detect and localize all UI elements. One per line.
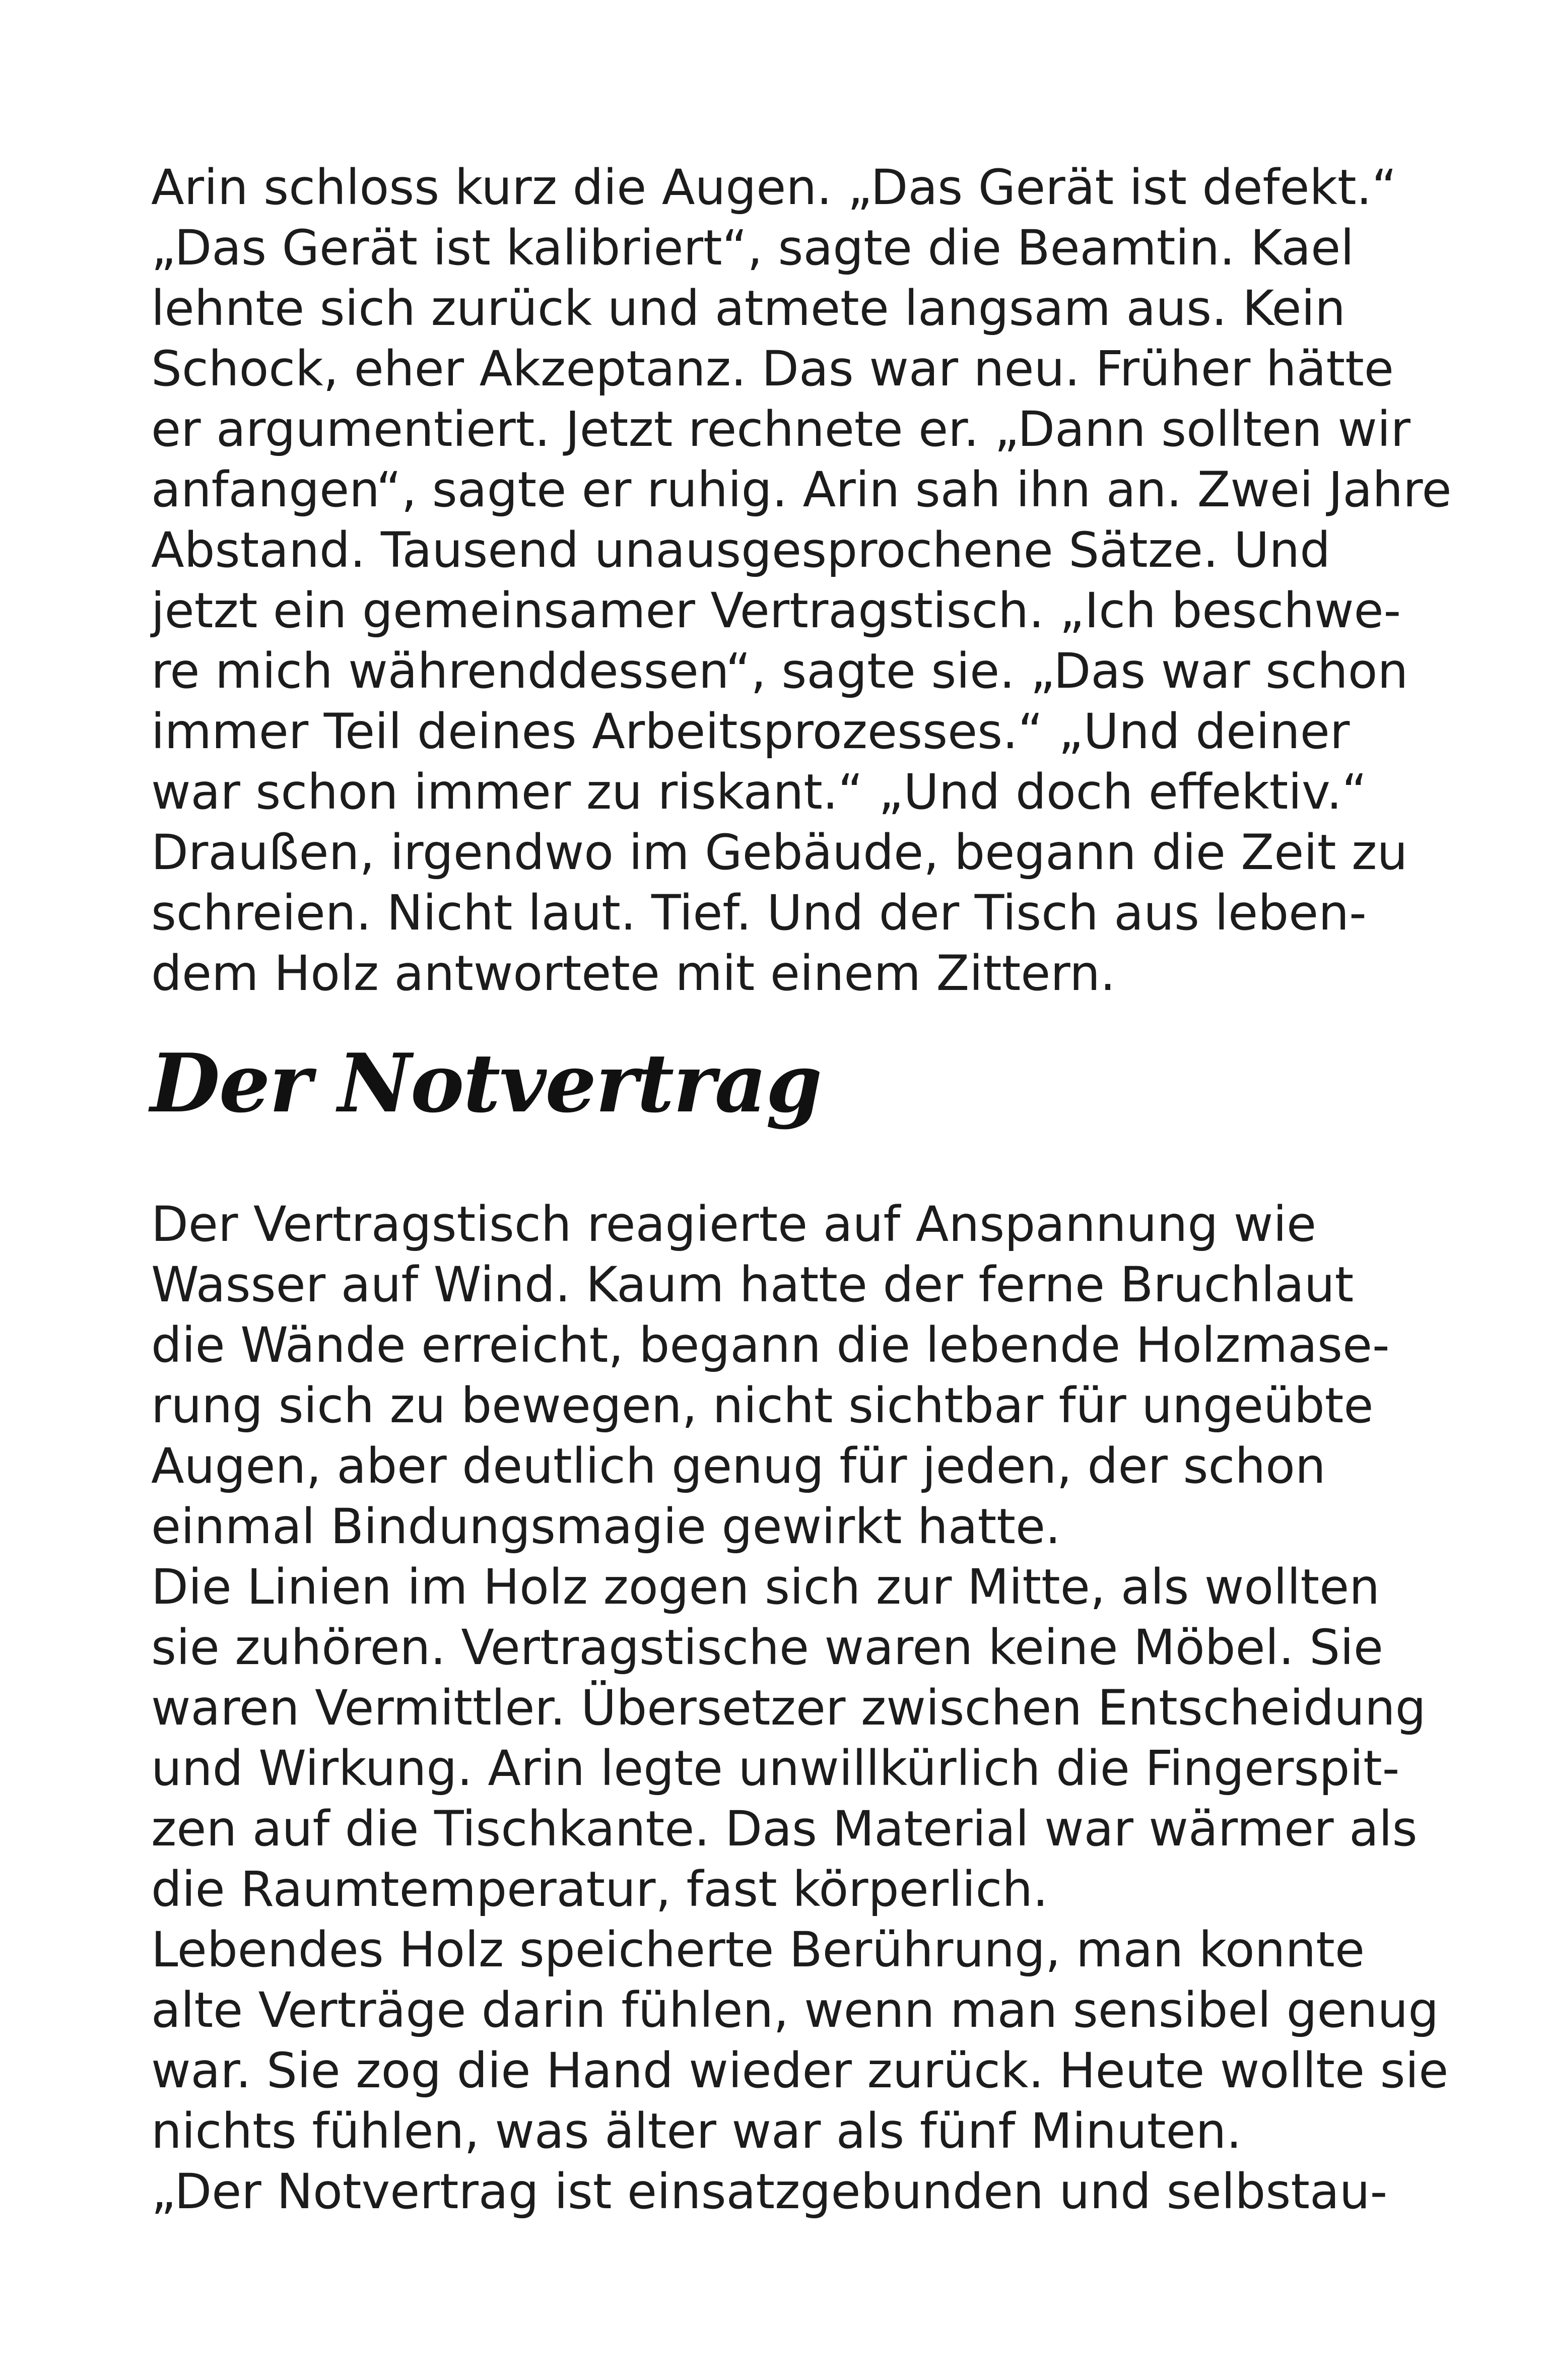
text-line: war schon immer zu riskant.“ „Und doch effektiv.“ <box>151 764 1367 820</box>
text-line: die Raumtemperatur, fast körperlich. <box>151 1861 1048 1918</box>
text-line: nichts fühlen, was älter war als fünf Minuten. <box>151 2103 1242 2159</box>
text-line: Draußen, irgendwo im Gebäude, begann die Zeit zu <box>151 824 1408 881</box>
text-line: Lebendes Holz speicherte Berührung, man konnte <box>151 1922 1365 1978</box>
text-line: einmal Bindungsmagie gewirkt hatte. <box>151 1498 1061 1555</box>
text-line: und Wirkung. Arin legte unwillkürlich die Fingerspit- <box>151 1740 1400 1797</box>
text-line: sie zuhören. Vertragstische waren keine Möbel. Sie <box>151 1619 1383 1676</box>
text-line: jetzt ein gemeinsamer Vertragstisch. „Ich beschwe- <box>151 582 1401 639</box>
text-line: dem Holz antwortete mit einem Zittern. <box>151 945 1116 1002</box>
chapter-title: Der Notvertrag <box>150 1036 822 1131</box>
text-line: waren Vermittler. Übersetzer zwischen Entscheidung <box>151 1680 1426 1736</box>
chapter-body <box>151 1194 1449 2222</box>
text-line: Schock, eher Akzeptanz. Das war neu. Früher hätte <box>151 341 1394 397</box>
text-line: „Der Notvertrag ist einsatzgebunden und selbstau- <box>151 2163 1388 2220</box>
text-line: anfangen“, sagte er ruhig. Arin sah ihn an. Zwei Jahre <box>151 461 1452 518</box>
text-line: Augen, aber deutlich genug für jeden, der schon <box>151 1438 1326 1494</box>
text-line: Arin schloss kurz die Augen. „Das Gerät ist defekt.“ <box>151 159 1397 216</box>
text-line: er argumentiert. Jetzt rechnete er. „Dann sollten wir <box>151 401 1410 457</box>
text-line: zen auf die Tischkante. Das Material war wärmer als <box>151 1801 1418 1857</box>
text-line: Der Vertragstisch reagierte auf Anspannung wie <box>151 1196 1317 1252</box>
text-line: re mich währenddessen“, sagte sie. „Das war schon <box>151 643 1408 699</box>
text-line: alte Verträge darin fühlen, wenn man sensibel genug <box>151 1982 1439 2038</box>
text-line: immer Teil deines Arbeitsprozesses.“ „Und deiner <box>151 703 1350 760</box>
text-line: „Das Gerät ist kalibriert“, sagte die Beamtin. Kael <box>151 220 1354 276</box>
text-line: Abstand. Tausend unausgesprochene Sätze. Und <box>151 522 1331 578</box>
intro-paragraph <box>151 157 1452 1004</box>
text-line: schreien. Nicht laut. Tief. Und der Tisch aus leben- <box>151 885 1367 941</box>
text-line: war. Sie zog die Hand wieder zurück. Heute wollte sie <box>151 2042 1449 2099</box>
text-line: die Wände erreicht, begann die lebende Holzmase- <box>151 1317 1390 1373</box>
text-line: Wasser auf Wind. Kaum hatte der ferne Bruchlaut <box>151 1257 1354 1313</box>
text-line: rung sich zu bewegen, nicht sichtbar für ungeübte <box>151 1377 1374 1434</box>
text-line: Die Linien im Holz zogen sich zur Mitte, als wollten <box>151 1559 1380 1615</box>
text-line: lehnte sich zurück und atmete langsam aus. Kein <box>151 280 1346 337</box>
